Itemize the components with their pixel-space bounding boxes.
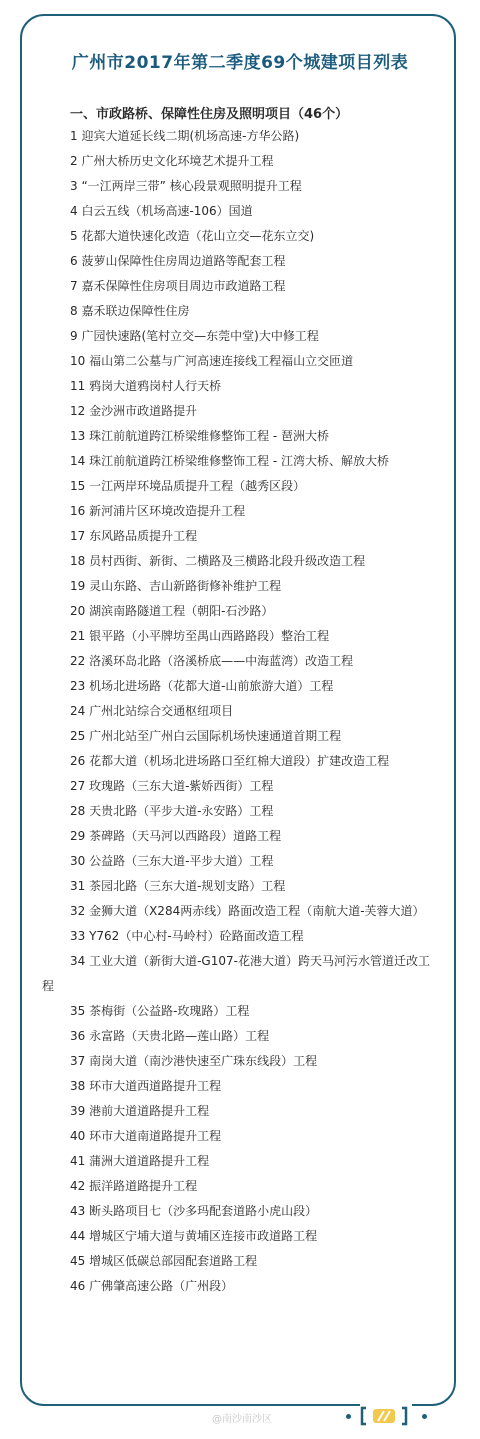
dot-icon — [422, 1414, 427, 1419]
list-item: 42 振洋路道路提升工程 — [70, 1179, 198, 1193]
list-item: 2 广州大桥历史文化环境艺术提升工程 — [70, 154, 274, 168]
list-item: 10 福山第二公墓与广河高速连接线工程福山立交匝道 — [70, 354, 354, 368]
list-item: 9 广园快速路(笔村立交—东莞中堂)大中修工程 — [70, 329, 319, 343]
list-item: 34 工业大道（新街大道-G107-花港大道）跨天马河污水管道迁改工程 — [42, 954, 430, 993]
list-item: 1 迎宾大道延长线二期(机场高速-方华公路) — [70, 129, 300, 143]
list-item: 24 广州北站综合交通枢纽项目 — [70, 704, 234, 718]
list-item: 8 嘉禾联边保障性住房 — [70, 304, 190, 318]
list-item: 45 增城区低碳总部园配套道路工程 — [70, 1254, 258, 1268]
list-item: 33 Y762（中心村-马岭村）砼路面改造工程 — [70, 929, 304, 943]
list-item: 28 天贵北路（平步大道-永安路）工程 — [70, 804, 274, 818]
page-title: 广州市2017年第二季度69个城建项目列表 — [71, 53, 409, 73]
list-item: 26 花都大道（机场北进场路口至红棉大道段）扩建改造工程 — [70, 754, 390, 768]
list-item: 43 断头路项目七（沙多玛配套道路小虎山段） — [70, 1204, 318, 1218]
list-item: 3 “一江两岸三带” 核心段景观照明提升工程 — [70, 179, 302, 193]
list-item: 23 机场北进场路（花都大道-山前旅游大道）工程 — [70, 679, 334, 693]
list-item: 13 珠江前航道跨江桥梁维修整饰工程 - 琶洲大桥 — [70, 429, 330, 443]
list-item: 29 茶碑路（天马河以西路段）道路工程 — [70, 829, 282, 843]
list-item: 27 玫瑰路（三东大道-紫娇西街）工程 — [70, 779, 274, 793]
list-item: 22 洛溪环岛北路（洛溪桥底——中海蓝湾）改造工程 — [70, 654, 354, 668]
list-item: 32 金狮大道（X284两赤线）路面改造工程（南航大道-芙蓉大道） — [70, 904, 425, 918]
list-item: 14 珠江前航道跨江桥梁维修整饰工程 - 江湾大桥、解放大桥 — [70, 454, 390, 468]
list-item: 16 新河浦片区环境改造提升工程 — [70, 504, 246, 518]
list-item: 11 鸦岗大道鸦岗村人行天桥 — [70, 379, 222, 393]
list-item: 46 广佛肇高速公路（广州段） — [70, 1279, 234, 1293]
list-item: 31 茶园北路（三东大道-规划支路）工程 — [70, 879, 286, 893]
list-item: 15 一江两岸环境品质提升工程（越秀区段） — [70, 479, 306, 493]
list-item: 18 员村西街、新街、二横路及三横路北段升级改造工程 — [70, 554, 366, 568]
list-item: 5 花都大道快速化改造（花山立交—花东立交) — [70, 229, 315, 243]
project-list — [42, 124, 440, 1299]
list-item: 39 港前大道道路提升工程 — [70, 1104, 210, 1118]
list-item: 36 永富路（天贵北路—莲山路）工程 — [70, 1029, 270, 1043]
list-item: 41 蒲洲大道道路提升工程 — [70, 1154, 210, 1168]
list-item: 21 银平路（小平牌坊至禺山西路路段）整治工程 — [70, 629, 330, 643]
section-heading: 一、市政路桥、保障性住房及照明项目（46个） — [70, 107, 349, 122]
dot-icon — [346, 1414, 351, 1419]
list-item: 25 广州北站至广州白云国际机场快速通道首期工程 — [70, 729, 342, 743]
list-item: 37 南岗大道（南沙港快速至广珠东线段）工程 — [70, 1054, 318, 1068]
list-item: 40 环市大道南道路提升工程 — [70, 1129, 222, 1143]
list-item: 30 公益路（三东大道-平步大道）工程 — [70, 854, 274, 868]
watermark: @南沙南沙区 — [212, 1414, 272, 1425]
list-item: 12 金沙洲市政道路提升 — [70, 404, 198, 418]
list-item: 38 环市大道西道路提升工程 — [70, 1079, 222, 1093]
list-item: 6 菠萝山保障性住房周边道路等配套工程 — [70, 254, 286, 268]
brand-logo-icon — [360, 1404, 412, 1428]
list-item: 20 湖滨南路隧道工程（朝阳-石沙路） — [70, 604, 274, 618]
list-item: 4 白云五线（机场高速-106）国道 — [70, 204, 253, 218]
list-item: 17 东风路品质提升工程 — [70, 529, 198, 543]
list-item: 35 茶梅街（公益路-玫瑰路）工程 — [70, 1004, 250, 1018]
list-item: 44 增城区宁埔大道与黄埔区连接市政道路工程 — [70, 1229, 318, 1243]
list-item: 19 灵山东路、吉山新路街修补维护工程 — [70, 579, 282, 593]
list-item: 7 嘉禾保障性住房项目周边市政道路工程 — [70, 279, 286, 293]
